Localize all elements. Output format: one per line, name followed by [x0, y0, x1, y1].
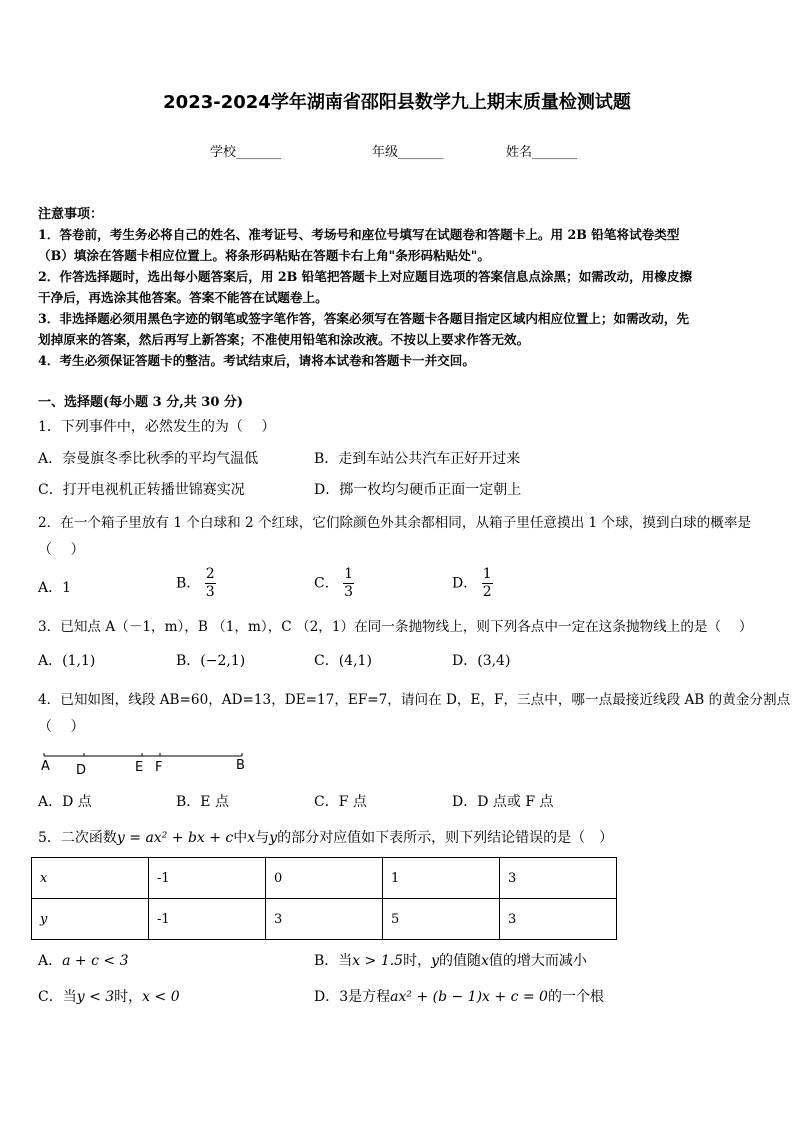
q5-stem: 5．二次函数y = ax² + bx + c中x与y的部分对应值如下表所示，则下列结论错误的是（ ） [38, 830, 614, 846]
notice-line: 划掉原来的答案，然后再写上新答案；不准使用铅笔和涂改液。不按以上要求作答无效。 [38, 332, 530, 347]
page-title: 2023-2024学年湖南省邵阳县数学九上期末质量检测试题 [163, 92, 631, 113]
table-cell: 3 [500, 899, 617, 940]
function-expression: y = ax² + bx + c [116, 830, 234, 846]
q2-option-b: B． $\frac{2}{3}$ [176, 566, 215, 600]
fraction: $\frac{2}{3}$ [205, 566, 215, 600]
q2-option-c: C． $\frac{1}{3}$ [314, 566, 354, 600]
q2-paren: （ ） [38, 542, 85, 558]
table-row [32, 899, 617, 940]
table-cell: -1 [149, 899, 266, 940]
q3-stem: 3．已知点 A（－1，m），B （1，m），C （2，1）在同一条抛物线上，则下列各点中一定在这条抛物线上的是（ ） [38, 619, 753, 635]
table-cell: 1 [383, 858, 500, 899]
q5-option-b: B．当x > 1.5时，y的值随x值的增大而减小 [314, 953, 587, 969]
notice-line: 4．考生必须保证答题卡的整洁。考试结束后，请将本试卷和答题卡一并交回。 [38, 353, 475, 368]
label-b: B [236, 758, 245, 773]
q1-option-d: D．掷一枚均匀硬币正面一定朝上 [314, 482, 522, 498]
q4-option-b: B．E 点 [176, 794, 229, 810]
q3-option-c: C．(4,1) [314, 653, 372, 669]
table-cell: y [32, 899, 149, 940]
q1-option-b: B．走到车站公共汽车正好开过来 [314, 451, 521, 467]
table-cell: 3 [500, 858, 617, 899]
table-cell: 0 [266, 858, 383, 899]
q5-option-a: A．a + c < 3 [38, 953, 129, 969]
grade-field: 年级_______ [372, 145, 444, 160]
table-cell: x [32, 858, 149, 899]
section-heading: 一、选择题(每小题 3 分,共 30 分) [38, 395, 244, 410]
notice-line: 干净后，再选涂其他答案。答案不能答在试题卷上。 [38, 290, 328, 305]
notice-line: 2．作答选择题时，选出每小题答案后，用 2B 铅笔把答题卡上对应题目选项的答案信息点涂黑；如需改动，用橡皮擦 [38, 269, 693, 284]
q2-option-d: D． $\frac{1}{2}$ [452, 566, 492, 600]
fraction: $\frac{1}{3}$ [344, 566, 354, 600]
notice-heading: 注意事项： [38, 207, 104, 222]
q4-stem: 4．已知如图，线段 AB=60，AD=13，DE=17，EF=7，请问在 D，E，F，三点中，哪一点最接近线段 AB 的黄金分割点 [38, 692, 791, 708]
notice-line: 1．答卷前，考生务必将自己的姓名、准考证号、考场号和座位号填写在试题卷和答题卡上。用 2B 铅笔将试卷类型 [38, 227, 680, 242]
table-cell: 5 [383, 899, 500, 940]
q5-option-d: D．3是方程ax² + (b − 1)x + c = 0的一个根 [314, 989, 604, 1005]
q4-option-d: D．D 点或 F 点 [452, 794, 554, 810]
q3-option-b: B．(−2,1) [176, 653, 246, 669]
q2-stem: 2．在一个箱子里放有 1 个白球和 2 个红球，它们除颜色外其余都相同，从箱子里任意摸出 1 个球，摸到白球的概率是 [38, 515, 752, 531]
notice-line: （B）填涂在答题卡相应位置上。将条形码粘贴在答题卡右上角"条形码粘贴处"。 [38, 248, 490, 263]
q4-option-c: C．F 点 [314, 794, 367, 810]
label-a: A [41, 759, 50, 774]
q4-paren: （ ） [38, 719, 85, 735]
q4-option-a: A．D 点 [38, 794, 92, 810]
table-cell: -1 [149, 858, 266, 899]
segment-diagram [38, 748, 258, 778]
q1-option-c: C．打开电视机正转播世锦赛实况 [38, 482, 245, 498]
label-e: E [135, 760, 144, 775]
q5-option-c: C．当y < 3时，x < 0 [38, 989, 180, 1005]
value-table [31, 857, 617, 940]
label-f: F [155, 760, 163, 775]
q3-option-a: A．(1,1) [38, 653, 96, 669]
q3-option-d: D．(3,4) [452, 653, 511, 669]
q1-option-a: A．奈曼旗冬季比秋季的平均气温低 [38, 451, 259, 467]
q2-option-a: A．1 [38, 580, 72, 596]
fraction: $\frac{1}{2}$ [482, 566, 492, 600]
table-row [32, 858, 617, 899]
label-d: D [76, 763, 87, 778]
name-field: 姓名_______ [506, 145, 578, 160]
school-field: 学校_______ [210, 145, 282, 160]
notice-line: 3．非选择题必须用黑色字迹的钢笔或签字笔作答，答案必须写在答题卡各题目指定区域内相应位置上；如需改动，先 [38, 311, 690, 326]
table-cell: 3 [266, 899, 383, 940]
q1-stem: 1．下列事件中，必然发生的为（ ） [38, 419, 276, 435]
